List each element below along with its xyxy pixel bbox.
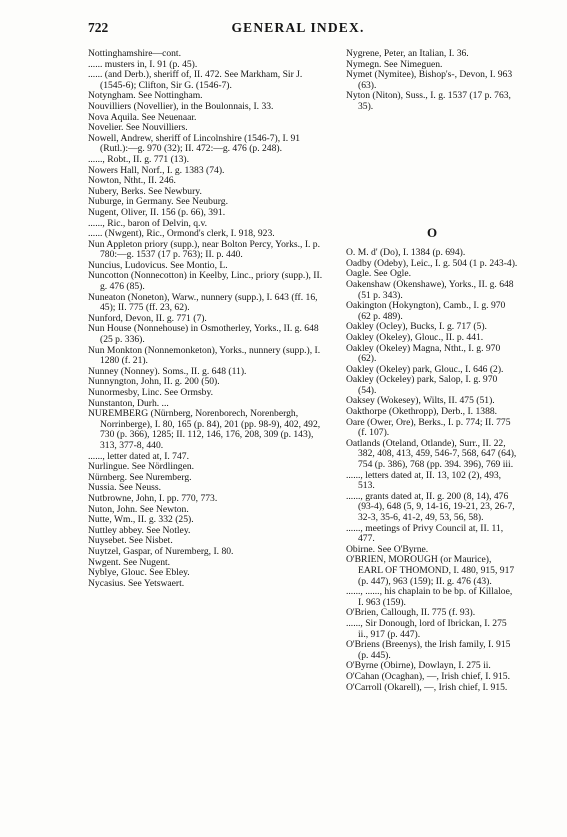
index-entry: Oatlands (Oteland, Otlande), Surr., II. 22, 382, 408, 413, 459, 546-7, 568, 647 (64), 754 (p. 386), 768 (pp. 394. 396), 769 iii. xyxy=(346,437,517,471)
index-entry: Nymegn. See Nimeguen. xyxy=(346,58,443,70)
index-entry: Nunnyngton, John, II. g. 200 (50). xyxy=(88,376,220,388)
index-entry: Oakington (Hokyngton), Camb., I. g. 970 (62 p. 489). xyxy=(346,300,506,322)
index-entry: Nubery, Berks. See Newbury. xyxy=(88,185,202,197)
index-entry: Nycasius. See Yetswaert. xyxy=(88,577,185,589)
index-entry: Nuytzel, Gaspar, of Nuremberg, I. 80. xyxy=(88,545,234,557)
index-entry: Nunford, Devon, II. g. 771 (7). xyxy=(88,312,207,324)
index-entry: Nottinghamshire—cont. xyxy=(88,48,181,59)
index-entry: Nuneaton (Noneton), Warw., nunnery (supp.), I. 643 (ff. 16, 45); II. 775 (ff. 23, 62). xyxy=(88,291,318,314)
index-entry: Nuncius, Ludovicus. See Montio, L. xyxy=(88,259,228,271)
index-entry: Nowers Hall, Norf., I. g. 1383 (74). xyxy=(88,164,225,176)
index-entry: Oakley (Ockeley) park, Salop, I. g. 970 (54). xyxy=(346,374,498,396)
index-entry: Nuncotton (Nonnecotton) in Keelby, Linc., priory (supp.), II. g. 476 (85). xyxy=(88,270,323,293)
index-entry: Obirne. See O'Byrne. xyxy=(346,543,429,555)
index-entry: Nouvilliers (Novellier), in the Boulonnais, I. 33. xyxy=(88,100,274,112)
index-entry: Oakenshaw (Okenshawe), Yorks., II. g. 648 (51 p. 343). xyxy=(346,278,514,301)
index-entry: ......, Robt., II. g. 771 (13). xyxy=(88,153,189,165)
index-entry: O'BRIEN, MOROUGH (or Maurice), EARL OF THOMOND, I. 480, 915, 917 (p. 447), 963 (159); II. g. 476 (43). xyxy=(346,554,515,587)
index-entry: ......, Sir Donough, lord of Ibrickan, I. 275 ii., 917 (p. 447). xyxy=(346,617,507,640)
index-entry: ...... (Nwgent), Ric., Ormond's clerk, I. 918, 923. xyxy=(88,228,275,240)
index-entry: O'Brien, Callough, II. 775 (f. 93). xyxy=(346,607,476,619)
index-entry: Nymet (Nymitee), Bishop's-, Devon, I. 963 (63). xyxy=(346,69,513,91)
index-entry: Nun Monkton (Nonnemonketon), Yorks., nunnery (supp.), I. 1280 (f. 21). xyxy=(88,344,321,367)
index-entry: Nutte, Wm., II. g. 332 (25). xyxy=(88,514,194,526)
page-header xyxy=(88,20,508,42)
index-entry: ......, grants dated at, II. g. 200 (8, 14), 476 (93-4), 648 (5, 9, 14-16, 19-21, 23, 26-7, 32-3, 35-6, 41-2, 49, 53, 56, 58). xyxy=(346,490,515,523)
index-entry: Oakthorpe (Okethropp), Derb., I. 1388. xyxy=(346,406,498,418)
index-entry: O'Briens (Breenys), the Irish family, I. 915 (p. 445). xyxy=(346,639,511,661)
index-entry: Oadby (Odeby), Leic., I. g. 504 (1 p. 243-4). xyxy=(346,257,518,269)
index-entry: Oakley (Ocley), Bucks, I. g. 717 (5). xyxy=(346,321,487,333)
index-entry: ......, letter dated at, I. 747. xyxy=(88,450,189,462)
left-column xyxy=(88,49,328,589)
index-entry: Nun House (Nonnehouse) in Osmotherley, Yorks., II. g. 648 (25 p. 336). xyxy=(88,323,319,346)
index-entry: Nussia. See Neuss. xyxy=(88,482,162,494)
index-entry: Nurlingue. See Nördlingen. xyxy=(88,461,195,473)
index-entry: Nunstanton, Durh. ... xyxy=(88,397,169,409)
page-number: 722 xyxy=(88,20,109,35)
index-entry: Nunormesby, Linc. See Ormsby. xyxy=(88,387,214,398)
index-entry: ......, ......, his chaplain to be bp. of Killaloe, I. 963 (159). xyxy=(346,586,513,608)
index-entry: Nowell, Andrew, sheriff of Lincolnshire (1546-7), I. 91 (Rutl.):—g. 970 (32); II. 472:—g. 476 (p. 248). xyxy=(88,132,301,155)
index-entry: O'Carroll (Okarell), —, Irish chief, I. 915. xyxy=(346,681,508,693)
index-entry: ......, meetings of Privy Council at, II. 11, 477. xyxy=(346,522,504,545)
index-entry: Nunney (Nonney). Soms., II. g. 648 (11). xyxy=(88,365,247,377)
index-entry: Nürnberg. See Nuremberg. xyxy=(88,471,192,483)
right-column xyxy=(346,49,518,693)
index-entry: Oakley (Okeley) Magna, Ntht., I. g. 970 (62). xyxy=(346,342,501,365)
index-entry: ...... musters in, I. 91 (p. 45). xyxy=(88,58,198,70)
right-column-bottom-entries xyxy=(346,248,518,693)
index-entry: Nova Aquila. See Neuenaar. xyxy=(88,111,197,123)
index-entry: Oagle. See Ogle. xyxy=(346,268,412,280)
index-entry: Notyngham. See Nottingham. xyxy=(88,90,203,102)
index-entry: Nugent, Oliver, II. 156 (p. 66), 391. xyxy=(88,206,226,218)
index-entry: O. M. d' (Do), I. 1384 (p. 694). xyxy=(346,247,466,259)
index-entry: O'Cahan (Ocaghan), —, Irish chief, I. 915. xyxy=(346,670,510,682)
index-entry: Novelier. See Nouvilliers. xyxy=(88,122,188,134)
index-entry: Nwgent. See Nugent. xyxy=(88,556,171,568)
index-entry: Nuburge, in Germany. See Neuburg. xyxy=(88,196,228,208)
index-entry: Oakley (Okeley) park, Glouc., I. 646 (2). xyxy=(346,363,504,375)
index-entry: Oakley (Okeley), Glouc., II. p. 441. xyxy=(346,331,484,343)
index-entry: Nowton, Ntht., II. 246. xyxy=(88,175,176,187)
index-entry: NUREMBERG (Nürnberg, Norenborech, Norenbergh, Norrinberge), I. 80, 165 (p. 84), 201 (pp. 98-9), 402, 492, 730 (p. 366), 1285; II. 112, 146, 176, 208, 309 (p. 143), 313, 377-8, 440. xyxy=(88,408,321,451)
index-entry: Oare (Ower, Ore), Berks., I. p. 774; II. 775 (f. 107). xyxy=(346,416,511,439)
index-entry: Oaksey (Wokesey), Wilts, II. 475 (51). xyxy=(346,395,495,407)
index-entry: Nun Appleton priory (supp.), near Bolton Percy, Yorks., I. p. 780:—g. 1537 (17 p. 763); II. p. 440. xyxy=(88,238,321,261)
section-letter: O xyxy=(426,224,438,240)
index-entry: Nuysebet. See Nisbet. xyxy=(88,535,173,547)
right-column-top-entries xyxy=(346,49,518,113)
index-entry: ......, Ric., baron of Delvin, q.v. xyxy=(88,217,208,229)
index-entry: Nuton, John. See Newton. xyxy=(88,503,189,515)
index-entry: Nutbrowne, John, I. pp. 770, 773. xyxy=(88,492,218,504)
index-entry: Nyblye, Glouc. See Ebley. xyxy=(88,567,190,579)
index-entry: O'Byrne (Obirne), Dowlayn, I. 275 ii. xyxy=(346,660,491,672)
index-entry: Nuttley abbey. See Notley. xyxy=(88,524,191,536)
running-title: GENERAL INDEX. xyxy=(231,20,365,35)
column-spacer xyxy=(346,113,518,211)
index-entry: ...... (and Derb.), sheriff of, II. 472. See Markham, Sir J. (1545-6); Clifton, Sir G. (1546-7). xyxy=(88,69,303,91)
index-entry: ......, letters dated at, II. 13, 102 (2), 493, 513. xyxy=(346,469,502,492)
index-entry: Nyton (Niton), Suss., I. g. 1537 (17 p. 763, 35). xyxy=(346,90,511,112)
index-entry: Nygrene, Peter, an Italian, I. 36. xyxy=(346,48,469,59)
